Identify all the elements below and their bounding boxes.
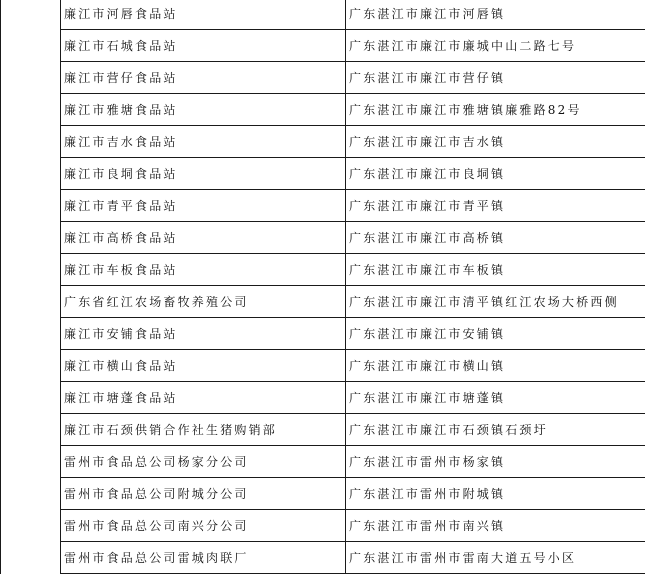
table-row: [1, 222, 645, 254]
table-row: [1, 254, 645, 286]
company-name-cell[interactable]: 廉江市横山食品站: [61, 350, 346, 382]
merged-left-cell[interactable]: [1, 94, 61, 126]
merged-left-cell[interactable]: [1, 542, 61, 574]
merged-left-cell[interactable]: [1, 350, 61, 382]
table-row: [1, 382, 645, 414]
merged-left-cell[interactable]: [1, 382, 61, 414]
table-row: [1, 414, 645, 446]
merged-left-cell[interactable]: [1, 126, 61, 158]
address-cell[interactable]: 广东湛江市雷州市雷南大道五号小区: [346, 542, 645, 574]
merged-left-cell[interactable]: [1, 254, 61, 286]
table-row: [1, 542, 645, 574]
merged-left-cell[interactable]: [1, 478, 61, 510]
table-row: [1, 286, 645, 318]
address-cell[interactable]: 广东湛江市廉江市良垌镇: [346, 158, 645, 190]
merged-left-cell[interactable]: [1, 318, 61, 350]
table-row: [1, 446, 645, 478]
company-name-cell[interactable]: 廉江市河唇食品站: [61, 0, 346, 30]
table-row: [1, 94, 645, 126]
address-cell[interactable]: 广东湛江市廉江市吉水镇: [346, 126, 645, 158]
table-row: [1, 510, 645, 542]
company-name-cell[interactable]: 雷州市食品总公司南兴分公司: [61, 510, 346, 542]
address-cell[interactable]: 广东湛江市廉江市塘蓬镇: [346, 382, 645, 414]
table-row: [1, 126, 645, 158]
merged-left-cell[interactable]: [1, 190, 61, 222]
address-cell[interactable]: 广东湛江市廉江市营仔镇: [346, 62, 645, 94]
address-cell[interactable]: 广东湛江市雷州市南兴镇: [346, 510, 645, 542]
company-name-cell[interactable]: 廉江市石城食品站: [61, 30, 346, 62]
company-name-cell[interactable]: 廉江市良垌食品站: [61, 158, 346, 190]
table-row: [1, 350, 645, 382]
table-row: [1, 318, 645, 350]
company-name-cell[interactable]: 廉江市营仔食品站: [61, 62, 346, 94]
company-name-cell[interactable]: 廉江市安铺食品站: [61, 318, 346, 350]
merged-left-cell[interactable]: [1, 222, 61, 254]
company-name-cell[interactable]: 廉江市车板食品站: [61, 254, 346, 286]
company-name-cell[interactable]: 雷州市食品总公司附城分公司: [61, 478, 346, 510]
company-name-cell[interactable]: 雷州市食品总公司杨家分公司: [61, 446, 346, 478]
address-cell[interactable]: 广东湛江市廉江市横山镇: [346, 350, 645, 382]
company-name-cell[interactable]: 廉江市塘蓬食品站: [61, 382, 346, 414]
address-cell[interactable]: 广东湛江市廉江市安铺镇: [346, 318, 645, 350]
address-cell[interactable]: 广东湛江市廉江市石颈镇石颈圩: [346, 414, 645, 446]
merged-left-cell[interactable]: [1, 446, 61, 478]
table-row: [1, 30, 645, 62]
address-cell[interactable]: 广东湛江市雷州市杨家镇: [346, 446, 645, 478]
merged-left-cell[interactable]: [1, 510, 61, 542]
address-cell[interactable]: 广东湛江市廉江市清平镇红江农场大桥西侧: [346, 286, 645, 318]
address-cell[interactable]: 广东湛江市廉江市河唇镇: [346, 0, 645, 30]
merged-left-cell[interactable]: [1, 414, 61, 446]
table-row: [1, 62, 645, 94]
company-name-cell[interactable]: 廉江市雅塘食品站: [61, 94, 346, 126]
merged-left-cell[interactable]: [1, 62, 61, 94]
address-cell[interactable]: 广东湛江市廉江市青平镇: [346, 190, 645, 222]
address-cell[interactable]: 广东湛江市廉江市车板镇: [346, 254, 645, 286]
table-row: [1, 158, 645, 190]
table-row: [1, 190, 645, 222]
merged-left-cell[interactable]: [1, 30, 61, 62]
merged-left-cell[interactable]: [1, 158, 61, 190]
address-cell[interactable]: 广东湛江市雷州市附城镇: [346, 478, 645, 510]
company-name-cell[interactable]: 廉江市石颈供销合作社生猪购销部: [61, 414, 346, 446]
company-name-cell[interactable]: 廉江市高桥食品站: [61, 222, 346, 254]
merged-left-cell[interactable]: [1, 286, 61, 318]
table-row: [1, 478, 645, 510]
merged-left-cell[interactable]: [1, 0, 61, 30]
company-name-cell[interactable]: 廉江市吉水食品站: [61, 126, 346, 158]
company-name-cell[interactable]: 雷州市食品总公司雷城肉联厂: [61, 542, 346, 574]
address-cell[interactable]: 广东湛江市廉江市廉城中山二路七号: [346, 30, 645, 62]
table-row: [1, 0, 645, 30]
company-name-cell[interactable]: 廉江市青平食品站: [61, 190, 346, 222]
address-cell[interactable]: 广东湛江市廉江市高桥镇: [346, 222, 645, 254]
address-cell[interactable]: 广东湛江市廉江市雅塘镇廉雅路82号: [346, 94, 645, 126]
company-name-cell[interactable]: 广东省红江农场畜牧养殖公司: [61, 286, 346, 318]
